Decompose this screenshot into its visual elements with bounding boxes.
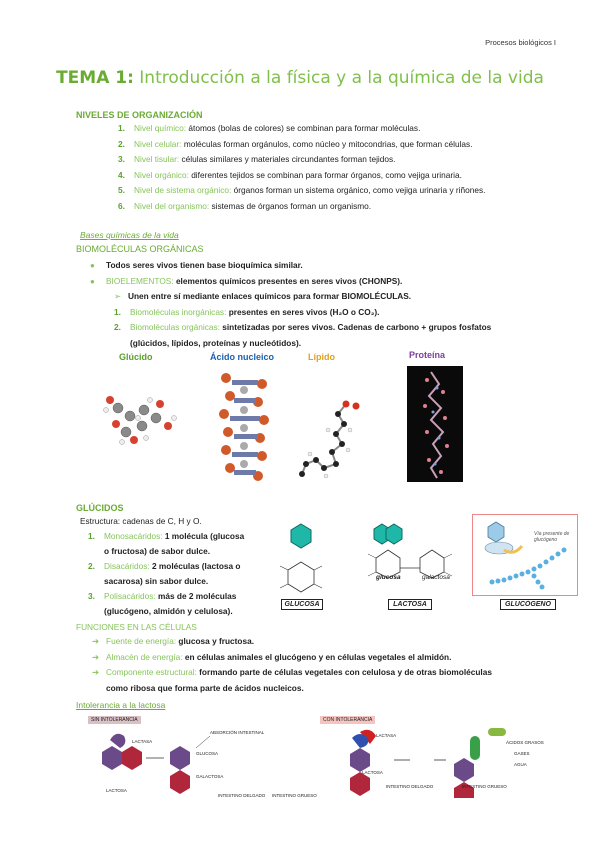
agua-label: AGUA <box>514 762 527 767</box>
glucido-item: 3. Polisacáridos: más de 2 moléculas <box>88 591 237 601</box>
intestino-delgado-label-2: INTESTINO DELGADO <box>386 784 434 789</box>
nivel-item: 2. Nivel celular: moléculas forman orgánulos, como núcleo y mitocondrias, que forman células. <box>118 138 473 149</box>
lactosa-caption: LACTOSA <box>388 599 432 610</box>
sub-item: 2. Biomoléculas orgánicas: sintetizadas por seres vivos. Cadenas de carbono + grupos fosfatos <box>114 322 492 333</box>
lipid-molecule-image <box>296 394 366 484</box>
nivel-item: 3. Nivel tisular: células similares y materiales circundantes forman tejidos. <box>118 154 396 165</box>
glucogeno-diagram <box>474 516 574 592</box>
glucidos-list <box>76 514 276 614</box>
lactasa-label: LACTASA <box>132 739 153 744</box>
lactosa-label-2: LACTOSA <box>362 770 383 775</box>
glucosa-small: GLUCOSA <box>196 751 219 756</box>
bullet-item: ● Todos seres vivos tienen base bioquímica similar. <box>90 260 303 270</box>
gases-label: GASES <box>514 751 530 756</box>
intestino-delgado-label: INTESTINO DELGADO <box>218 793 266 798</box>
galactose-small-label: galactosa <box>422 574 450 581</box>
con-intolerancia-diagram <box>330 724 540 798</box>
label-proteina: Proteína <box>409 350 446 360</box>
lactasa-label-2: LACTASA <box>376 733 397 738</box>
arrow-item: ➢ Unen entre sí mediante enlaces químicos para formar BIOMOLÉCULAS. <box>114 291 412 302</box>
estructura-line: Estructura: cadenas de C, H y O. <box>80 516 202 526</box>
glucido-item-cont: (glucógeno, almidón y celulosa). <box>104 606 233 616</box>
intestino-grueso-label-2: INTESTINO GRUESO <box>462 784 507 789</box>
galactosa-small: GALACTOSA <box>196 774 224 779</box>
niveles-list <box>118 121 578 221</box>
sin-intolerancia-tag: SIN INTOLERANCIA <box>88 716 141 724</box>
glucido-item-cont: o fructosa) de sabor dulce. <box>104 546 211 556</box>
label-glucido: Glúcido <box>119 352 153 362</box>
lactosa-label: LACTOSA <box>106 788 127 793</box>
label-acido-nucleico: Ácido nucleico <box>210 352 275 362</box>
title-text: Introducción a la física y a la química de la vida <box>133 68 544 88</box>
acidos-grasos-label: ÁCIDOS GRASOS <box>506 740 544 745</box>
glucose-molecule-image <box>98 388 193 450</box>
intolerancia-heading: Intolerancia a la lactosa <box>76 700 166 710</box>
glucose-small-label: glucosa <box>376 574 401 581</box>
funcion-item: ➔ Almacén de energía: en células animales el glucógeno y en células vegetales el almidón. <box>92 651 452 662</box>
biomoleculas-heading: BIOMOLÉCULAS ORGÁNICAS <box>76 244 204 254</box>
bases-subheading: Bases químicas de la vida <box>80 230 179 240</box>
nivel-item: 6. Nivel del organismo: sistemas de órganos forman un organismo. <box>118 201 372 211</box>
protein-molecule-image <box>407 366 463 482</box>
glucido-item-cont: sacarosa) sin sabor dulce. <box>104 576 209 586</box>
glucosa-diagram <box>276 518 326 598</box>
absorcion-label: ABSORCIÓN INTESTINAL <box>210 730 265 735</box>
glucosa-caption: GLUCOSA <box>281 599 323 610</box>
dna-molecule-image <box>214 370 274 486</box>
bullet-item: ● BIOELEMENTOS: elementos químicos presentes en seres vivos (CHONPS). <box>90 275 403 286</box>
glucogeno-note: Vía presente de glucógeno <box>534 531 570 543</box>
funcion-item-cont: como ribosa que forma parte de ácidos nucleicos. <box>106 682 304 693</box>
intestino-grueso-label: INTESTINO GRUESO <box>272 793 317 798</box>
funcion-item: ➔ Componente estructural: formando parte de células vegetales con celulosa y de otras biomoléculas <box>92 667 492 678</box>
sub-item: 1. Biomoléculas inorgánicas: presentes en seres vivos (H₂O o CO₂). <box>114 306 380 317</box>
funciones-list <box>92 634 592 698</box>
bases-list <box>90 258 590 348</box>
glucidos-heading: GLÚCIDOS <box>76 503 124 513</box>
con-intolerancia-tag: CON INTOLERANCIA <box>320 716 375 724</box>
label-lipido: Lípido <box>308 352 335 362</box>
title-tema: TEMA 1: <box>56 68 134 88</box>
page-title <box>0 68 600 88</box>
funcion-item: ➔ Fuente de energía: glucosa y fructosa. <box>92 636 255 646</box>
running-header: Procesos biológicos I <box>485 38 556 47</box>
nivel-item: 4. Nivel orgánico: diferentes tejidos se combinan para formar órganos, como vejiga urinaria. <box>118 169 462 180</box>
glucogeno-caption: GLUCÓGENO <box>500 599 556 610</box>
nivel-item: 5. Nivel de sistema orgánico: órganos forman un sistema orgánico, como vejiga urinaria y riñones. <box>118 185 486 196</box>
funciones-heading: FUNCIONES EN LAS CÉLULAS <box>76 622 197 632</box>
glucido-item: 1. Monosacáridos: 1 molécula (glucosa <box>88 531 245 541</box>
sub-item-cont: (glúcidos, lípidos, proteínas y nucleótidos). <box>130 338 302 348</box>
nivel-item: 1. Nivel químico: átomos (bolas de colores) se combinan para formar moléculas. <box>118 123 421 133</box>
niveles-heading: NIVELES DE ORGANIZACIÓN <box>76 110 203 120</box>
glucido-item: 2. Disacáridos: 2 moléculas (lactosa o <box>88 561 241 571</box>
